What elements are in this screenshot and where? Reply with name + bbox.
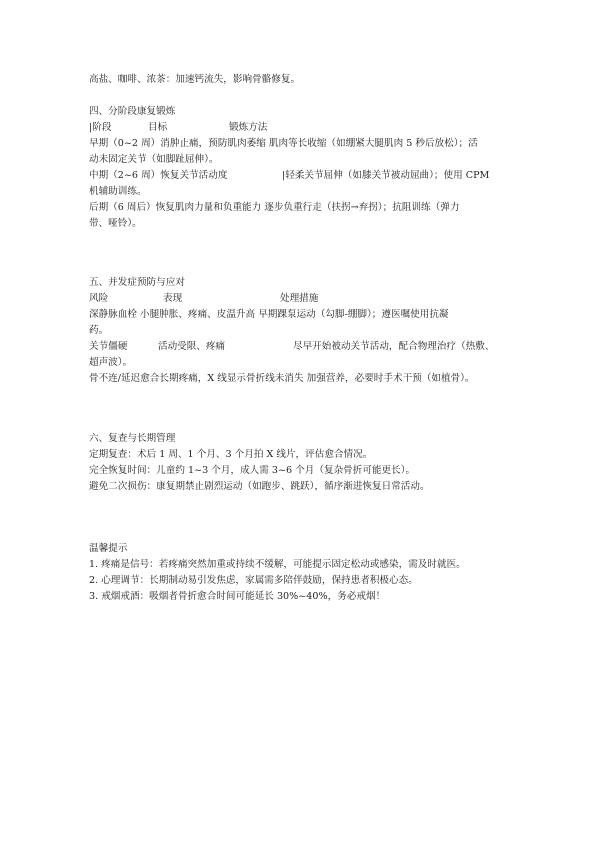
mid-stage-method: |轻柔关节屈伸（如膝关节被动屈曲）；使用 CPM <box>282 170 490 181</box>
header-goal: 目标 <box>148 122 168 133</box>
late-stage-line-1: 后期（6 周后）恢复肌肉力量和负重能力 逐步负重行走（扶拐→弃拐）；抗阻训练（弹力 <box>89 202 460 213</box>
intro-line: 高盐、咖啡、浓茶：加速钙流失，影响骨骼修复。 <box>89 74 301 85</box>
header-stage: |阶段 <box>89 122 112 133</box>
stiffness-treatment: 尽早开始被动关节活动，配合物理治疗（热敷、 <box>293 341 495 352</box>
followup-line-1: 定期复查：术后 1 周、1 个月、3 个月拍 X 线片，评估愈合情况。 <box>89 449 373 460</box>
mid-stage-line-2: 机辅助训练。 <box>89 186 147 197</box>
tip-item-3: 3. 戒烟戒酒：吸烟者骨折愈合时间可能延长 30%~40%，务必戒烟！ <box>89 591 386 602</box>
early-stage-line-2: 动未固定关节（如脚趾屈伸）。 <box>89 154 219 165</box>
tips-title: 温馨提示 <box>89 543 128 554</box>
section-6-title: 六、复查与长期管理 <box>89 433 176 444</box>
section-4-title: 四、分阶段康复锻炼 <box>89 106 176 117</box>
header-method: 锻炼方法 <box>229 122 268 133</box>
nonunion-line-1: 骨不连/延迟愈合长期疼痛，X 线显示骨折线未消失 加强营养，必要时手术干预（如植骨）。 <box>89 373 475 384</box>
stiffness-symptom: 活动受限、疼痛 <box>158 341 226 352</box>
tip-item-2: 2. 心理调节：长期制动易引发焦虑，家属需多陪伴鼓励，保持患者积极心态。 <box>89 575 418 586</box>
stiffness-risk: 关节僵硬 <box>89 341 128 352</box>
mid-stage-goal: 中期（2~6 周）恢复关节活动度 <box>89 170 228 181</box>
dvt-line-1: 深静脉血栓 小腿肿胀、疼痛、皮温升高 早期踝泵运动（勾脚-绷脚）；遵医嘱使用抗凝 <box>89 309 449 320</box>
early-stage-line-1: 早期（0~2 周）消肿止痛，预防肌肉萎缩 肌肉等长收缩（如绷紧大腿肌肉 5 秒后放松）；活 <box>89 138 478 149</box>
dvt-line-2: 药。 <box>89 325 109 336</box>
stiffness-line-2: 超声波）。 <box>89 357 133 368</box>
header-symptom: 表现 <box>163 293 183 304</box>
section-5-title: 五、并发症预防与应对 <box>89 277 185 288</box>
followup-line-2: 完全恢复时间：儿童约 1~3 个月，成人需 3~6 个月（复杂骨折可能更长）。 <box>89 465 416 476</box>
header-risk: 风险 <box>89 293 109 304</box>
late-stage-line-2: 带、哑铃）。 <box>89 218 142 229</box>
tip-item-1: 1. 疼痛是信号：若疼痛突然加重或持续不缓解，可能提示固定松动或感染，需及时就医。 <box>89 559 466 570</box>
followup-line-3: 避免二次损伤：康复期禁止剧烈运动（如跑步、跳跃），循序渐进恢复日常活动。 <box>89 481 430 492</box>
header-treatment: 处理措施 <box>280 293 319 304</box>
